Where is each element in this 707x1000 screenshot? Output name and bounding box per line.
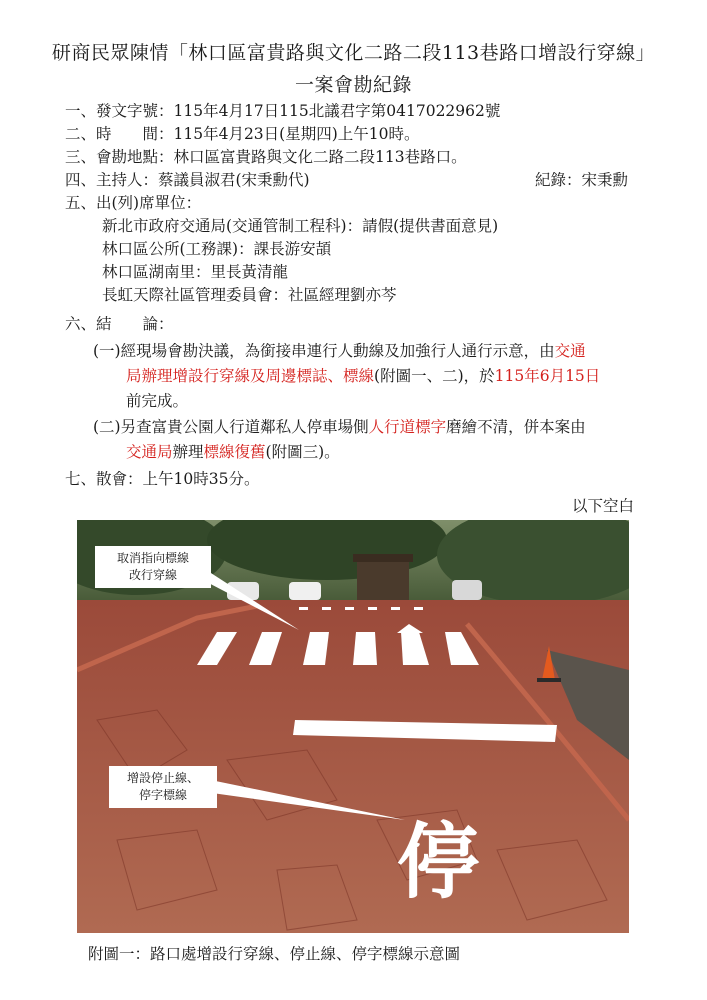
callout-cancel-arrow: 取消指向標線 改行穿線 <box>95 546 211 588</box>
item-location: 三、會勘地點：林口區富貴路與文化二路二段113巷路口。 <box>65 148 467 166</box>
conclusion-1-line1: (一)經現場會勘決議，為銜接串連行人動線及加強行人通行示意，由交通 <box>93 342 586 360</box>
attendee: 長虹天際社區管理委員會：社區經理劉亦芩 <box>102 286 397 304</box>
recorder: 紀錄：宋秉勳 <box>535 171 629 189</box>
item-attendees-heading: 五、出(列)席單位： <box>65 194 202 212</box>
attendee: 新北市政府交通局(交通管制工程科)：請假(提供書面意見) <box>102 217 499 235</box>
conclusion-1-line2: 局辦理增設行穿線及周邊標誌、標線(附圖一、二)，於115年6月15日 <box>126 367 601 385</box>
callout-add-stop-line: 增設停止線、 停字標線 <box>109 766 217 808</box>
figure-caption: 附圖一：路口處增設行穿線、停止線、停字標線示意圖 <box>88 945 461 963</box>
item-host: 四、主持人：蔡議員淑君(宋秉勳代) <box>65 171 310 189</box>
item-conclusion-heading: 六、結 論： <box>65 315 174 333</box>
item-time: 二、時 間：115年4月23日(星期四)上午10時。 <box>65 125 420 143</box>
site-photo <box>77 520 629 933</box>
conclusion-2-line2: 交通局辦理標線復舊(附圖三)。 <box>126 443 340 461</box>
conclusion-1-line3: 前完成。 <box>126 392 189 410</box>
item-document-number: 一、發文字號：115年4月17日115北議君字第0417022962號 <box>65 102 501 120</box>
attendee: 林口區湖南里：里長黃清龍 <box>102 263 289 281</box>
blank-note: 以下空白 <box>572 497 635 515</box>
doc-title-line1: 研商民眾陳情「林口區富貴路與文化二路二段113巷路口增設行穿線」 <box>51 42 656 64</box>
doc-title-line2: 一案會勘紀錄 <box>294 74 412 96</box>
attendee: 林口區公所(工務課)：課長游安頡 <box>102 240 332 258</box>
conclusion-2-line1: (二)另查富貴公園人行道鄰私人停車場側人行道標字磨繪不清，併本案由 <box>93 418 586 436</box>
item-adjourn: 七、散會：上午10時35分。 <box>65 470 260 488</box>
stop-word-marking: 停 <box>396 815 480 910</box>
